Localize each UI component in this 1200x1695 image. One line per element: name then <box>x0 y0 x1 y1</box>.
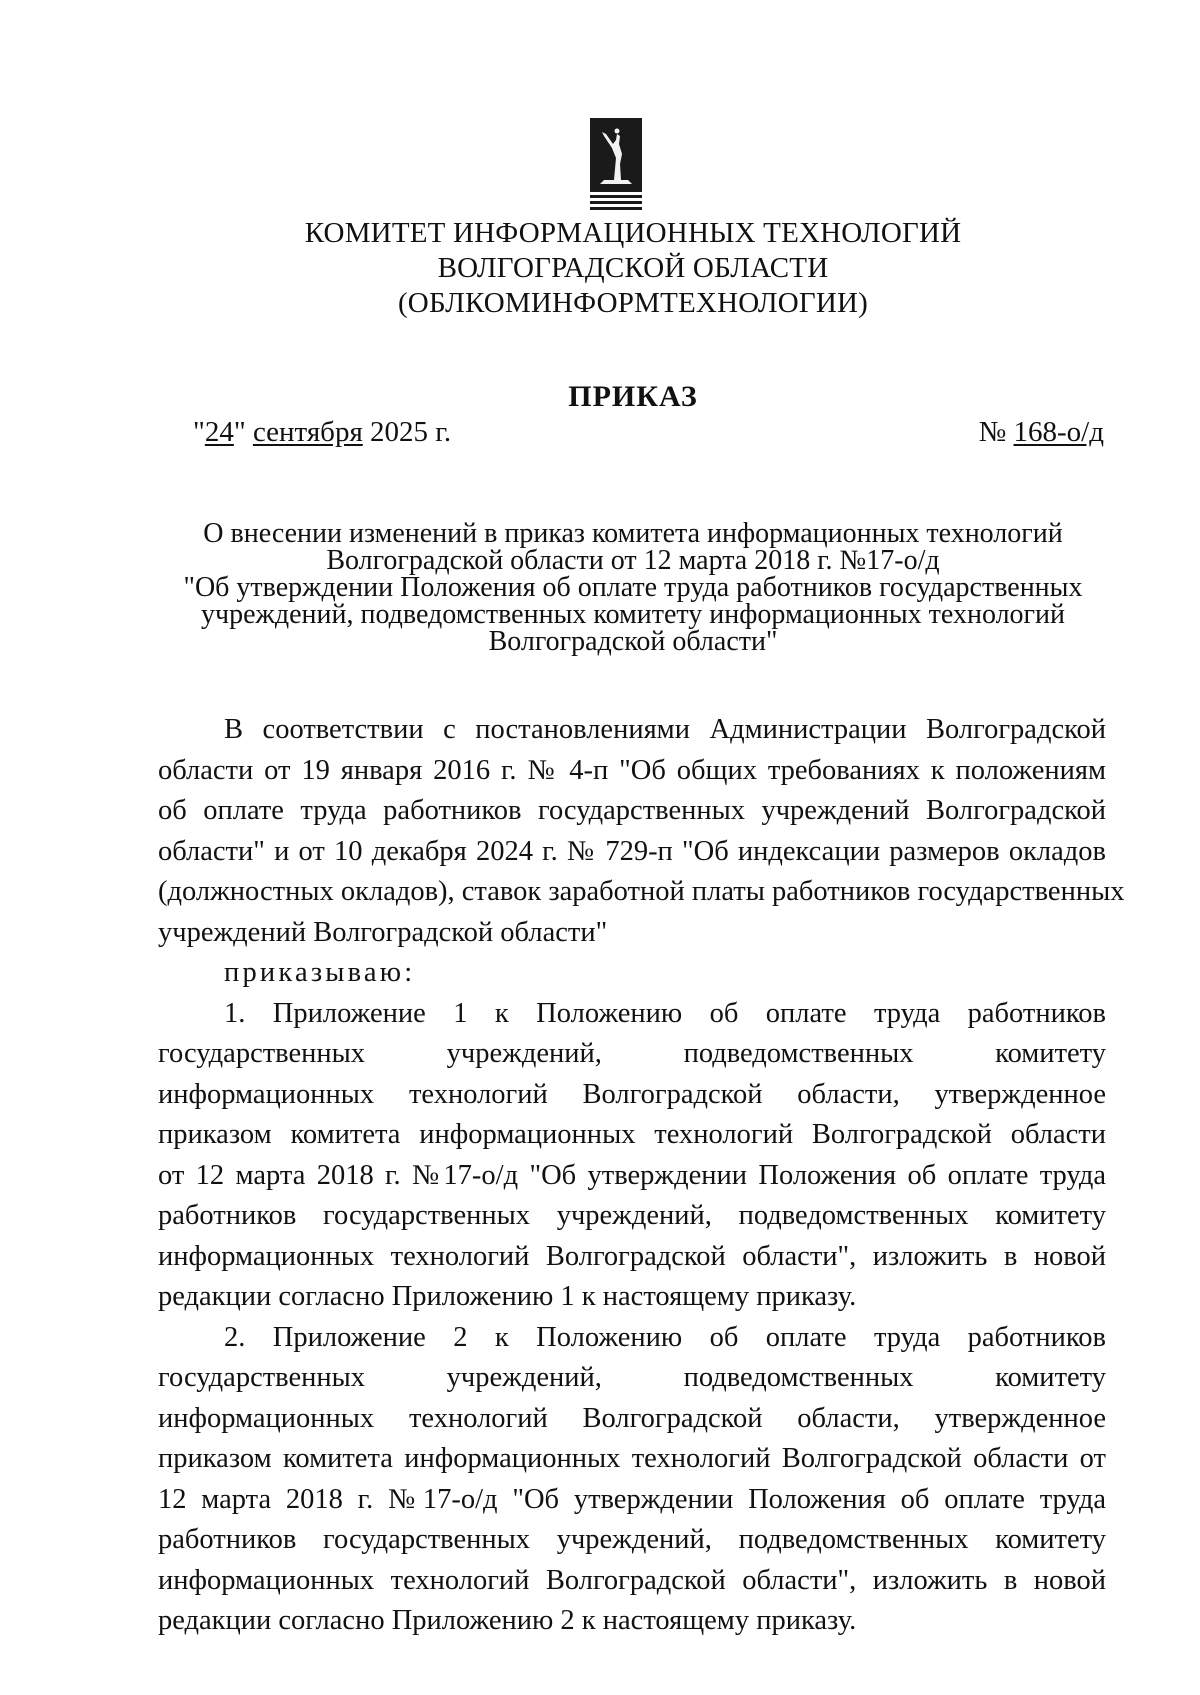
item1-line: работников государственных учреждений, подведомственных комитету <box>158 1200 1106 1231</box>
item1-line: от 12 марта 2018 г. №17-о/д "Об утверждении Положения об оплате труда <box>158 1159 1106 1191</box>
item2-line: 12 марта 2018 г. №17-о/д "Об утверждении Положения об оплате труда <box>158 1483 1106 1515</box>
item2-line: государственных учреждений, подведомственных комитету <box>158 1362 1106 1393</box>
order-body <box>158 710 1125 1642</box>
order-date <box>193 416 451 449</box>
preamble-line: об оплате труда работников государственных учреждений Волгоградской <box>158 795 1106 826</box>
date-close-quote: " <box>233 416 246 448</box>
subject-line-1: О внесении изменений в приказ комитета информационных технологий <box>203 518 1063 549</box>
preamble-line: учреждений Волгоградской области" <box>158 916 608 948</box>
item2-line: информационных технологий Волгоградской области", изложить в новой <box>158 1564 1106 1596</box>
item2-line: 2. Приложение 2 к Положению об оплате труда работников <box>224 1321 1106 1353</box>
organization-header <box>0 216 1200 321</box>
date-day: 24 <box>204 416 234 448</box>
header-line-2: ВОЛГОГРАДСКОЙ ОБЛАСТИ <box>437 252 829 284</box>
item2-line: приказом комитета информационных технологий Волгоградской области от <box>158 1443 1106 1474</box>
subject-line-5: Волгоградской области" <box>488 626 778 657</box>
item1-line: редакции согласно Приложению 1 к настоящему приказу. <box>158 1281 857 1312</box>
subject-line-4: учреждений, подведомственных комитету информационных технологий <box>201 599 1065 630</box>
item1-line: информационных технологий Волгоградской области", изложить в новой <box>158 1240 1106 1272</box>
preamble-line: (должностных окладов), ставок заработной платы работников государственных <box>158 876 1125 907</box>
item1-line: информационных технологий Волгоградской области, утвержденное <box>158 1078 1106 1110</box>
subject-line-2: Волгоградской области от 12 марта 2018 г. №17-о/д <box>326 545 940 576</box>
number-value: 168-о/д <box>1013 416 1104 448</box>
item1-line: приказом комитета информационных технологий Волгоградской области <box>158 1119 1106 1150</box>
orders-word: приказываю: <box>224 957 416 988</box>
order-subject <box>150 520 1116 655</box>
volgograd-emblem-icon <box>590 118 642 214</box>
header-line-1: КОМИТЕТ ИНФОРМАЦИОННЫХ ТЕХНОЛОГИЙ <box>304 217 962 249</box>
item2-line: информационных технологий Волгоградской области, утвержденное <box>158 1402 1106 1434</box>
order-title: ПРИКАЗ <box>568 380 698 413</box>
number-prefix: № <box>978 416 1007 448</box>
date-year: 2025 г. <box>370 416 452 448</box>
item2-line: работников государственных учреждений, подведомственных комитету <box>158 1524 1106 1555</box>
preamble-line: области от 19 января 2016 г. № 4-п "Об общих требованиях к положениям <box>158 754 1106 786</box>
date-open-quote: " <box>193 416 205 448</box>
preamble-line: В соответствии с постановлениями Администрации Волгоградской <box>224 714 1106 745</box>
subject-line-3: "Об утверждении Положения об оплате труда работников государственных <box>183 572 1083 603</box>
date-month: сентября <box>252 416 363 448</box>
preamble-line: области" и от 10 декабря 2024 г. № 729-п "Об индексации размеров окладов <box>158 835 1106 867</box>
header-line-3: (ОБЛКОМИНФОРМТЕХНОЛОГИИ) <box>397 287 869 319</box>
item2-line: редакции согласно Приложению 2 к настоящему приказу. <box>158 1605 857 1636</box>
item1-line: 1. Приложение 1 к Положению об оплате труда работников <box>224 997 1106 1029</box>
item1-line: государственных учреждений, подведомственных комитету <box>158 1038 1106 1069</box>
order-number <box>979 416 1104 449</box>
